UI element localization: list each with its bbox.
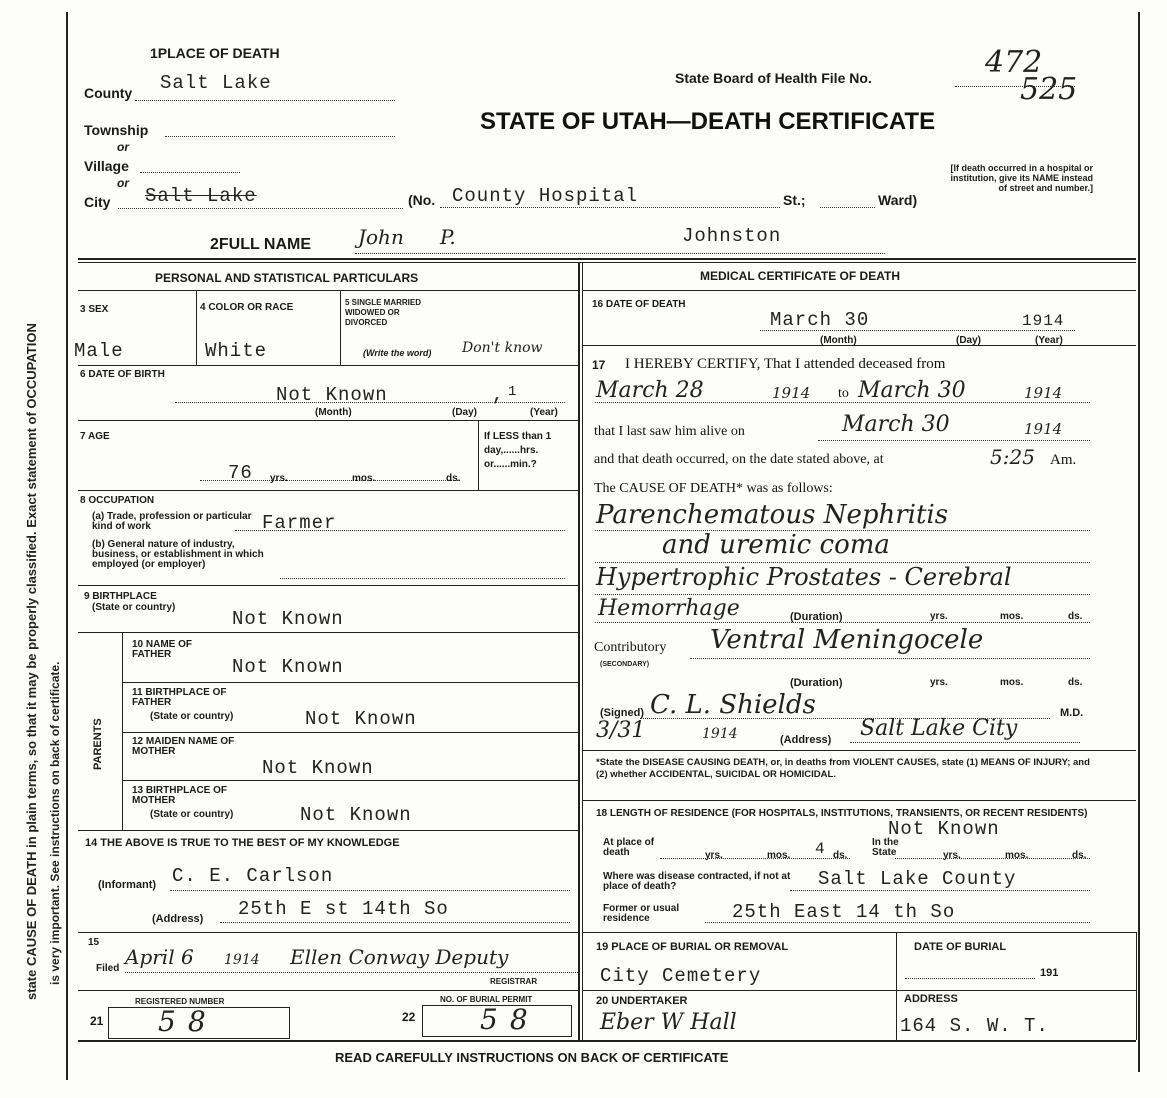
last-saw-year: 1914 <box>1024 420 1063 438</box>
father-bp-state: (State or country) <box>150 711 234 722</box>
cause-line-2: and uremic coma <box>662 530 890 560</box>
last-saw-date: March 30 <box>842 412 950 437</box>
attended-from: March 28 <box>596 378 704 403</box>
birthplace-value: Not Known <box>232 608 344 630</box>
to-label: to <box>838 386 849 401</box>
sex-value: Male <box>74 340 124 362</box>
true-label: 14 THE ABOVE IS TRUE TO THE BEST OF MY KNOWLEDGE <box>85 837 400 849</box>
res-ds: ds. <box>833 850 848 861</box>
dob-year-label: (Year) <box>530 407 558 418</box>
age-mos: mos. <box>352 473 376 484</box>
mother-bp-label: 13 BIRTHPLACE OF MOTHER <box>132 785 228 806</box>
dob-month-label: (Month) <box>315 407 352 418</box>
duration-yrs-2: yrs. <box>930 677 948 688</box>
mother-bp-state: (State or country) <box>150 809 234 820</box>
attended-to-year: 1914 <box>1024 384 1063 402</box>
hospital-note: [If death occurred in a hospital or institution, give its NAME instead of street and number.] <box>950 163 1093 193</box>
full-name-first: John <box>358 225 404 249</box>
cause-line-1: Parenchematous Nephritis <box>596 500 949 530</box>
reg-num-prefix: 21 <box>90 1014 104 1028</box>
at-place-label: At place of death <box>603 837 655 858</box>
dod-month-day: March 30 <box>770 309 870 331</box>
father-name-label: 10 NAME OF FATHER <box>132 639 193 660</box>
mother-bp-value: Not Known <box>300 804 412 826</box>
res-mos: mos. <box>767 850 791 861</box>
certify-text: I HEREBY CERTIFY, That I attended deceased from <box>625 356 946 372</box>
dob-one: 1 <box>508 384 518 400</box>
contracted-label: Where was disease contracted, if not at place of death? <box>603 871 791 892</box>
signed-date: 3/31 <box>596 718 646 743</box>
in-state-label: In the State <box>872 837 899 858</box>
less-than-note: If LESS than 1 day,......hrs. or......min.? <box>484 431 552 470</box>
sex-label: 3 SEX <box>80 304 109 315</box>
signed-label: (Signed) <box>600 707 644 719</box>
duration-ds-2: ds. <box>1068 677 1083 688</box>
undertaker-label: 20 UNDERTAKER <box>596 995 688 1007</box>
city-value: Salt Lake <box>145 185 257 207</box>
marital-value: Don't know <box>462 340 543 356</box>
certify-number: 17 <box>592 358 606 372</box>
county-value: Salt Lake <box>160 72 272 94</box>
state-yrs: yrs. <box>943 850 961 861</box>
or-label-1: or <box>117 140 129 154</box>
duration-mos-1: mos. <box>1000 611 1024 622</box>
residence-mos-value: 4 <box>815 840 826 858</box>
secondary-label: (SECONDARY) <box>600 661 650 668</box>
center-divider <box>578 262 580 1040</box>
residence-label: 18 LENGTH OF RESIDENCE (FOR HOSPITALS, INSTITUTIONS, TRANSIENTS, OR RECENT RESIDENTS) <box>596 808 1088 819</box>
former-value: 25th East 14 th So <box>732 901 956 923</box>
duration-mos-2: mos. <box>1000 677 1024 688</box>
occupation-a-label: (a) Trade, profession or particular kind of work <box>92 511 252 532</box>
birthplace-state-label: (State or country) <box>92 602 176 613</box>
dod-year-label: (Year) <box>1035 335 1063 346</box>
street-hospital-value: County Hospital <box>452 185 639 207</box>
father-bp-value: Not Known <box>305 708 417 730</box>
cause-instruction: *State the DISEASE CAUSING DEATH, or, in deaths from VIOLENT CAUSES, state (1) MEANS OF INJURY; and (2) whether ACCIDENTAL, SUICIDAL OR HOMICIDAL. <box>596 757 1090 780</box>
side-instruction-line2: is very important. See instructions on back of certificate. <box>48 661 62 985</box>
in-state-value: Not Known <box>888 818 1000 840</box>
filed-number: 15 <box>88 937 100 948</box>
mother-name-label: 12 MAIDEN NAME OF MOTHER <box>132 736 235 757</box>
certificate-title: STATE OF UTAH—DEATH CERTIFICATE <box>480 108 936 135</box>
state-mos: mos. <box>1005 850 1029 861</box>
burial-permit-prefix: 22 <box>402 1010 416 1024</box>
occurred-time: 5:25 <box>990 445 1035 469</box>
burial-place-label: 19 PLACE OF BURIAL OR REMOVAL <box>596 941 789 953</box>
undertaker-address-value: 164 S. W. T. <box>900 1015 1049 1037</box>
occurred-text: and that death occurred, on the date stated above, at <box>594 452 884 467</box>
reg-num-value: 58 <box>158 1005 218 1038</box>
undertaker-address-label: ADDRESS <box>904 993 958 1005</box>
contracted-value: Salt Lake County <box>818 868 1017 890</box>
burial-place-value: City Cemetery <box>600 965 762 987</box>
duration-ds-1: ds. <box>1068 611 1083 622</box>
registrar-label: REGISTRAR <box>490 977 538 986</box>
signed-year: 1914 <box>702 726 738 742</box>
age-label: 7 AGE <box>80 431 110 442</box>
ward-label: Ward) <box>878 192 918 208</box>
place-of-death-label: 1PLACE OF DEATH <box>150 45 280 61</box>
or-label-2: or <box>117 176 129 190</box>
file-no-value-2: 525 <box>1020 72 1078 107</box>
frame-right <box>1138 12 1140 1072</box>
duration-yrs-1: yrs. <box>930 611 948 622</box>
contributory-label: Contributory <box>594 640 667 655</box>
age-yrs: yrs. <box>270 473 288 484</box>
father-bp-label: 11 BIRTHPLACE OF FATHER <box>132 687 227 708</box>
dod-month-label: (Month) <box>820 335 857 346</box>
signed-value: C. L. Shields <box>650 690 816 720</box>
res-yrs: yrs. <box>705 850 723 861</box>
occupation-b-label: (b) General nature of industry, business, or establishment in which employed (or employer) <box>92 539 264 570</box>
personal-heading: PERSONAL AND STATISTICAL PARTICULARS <box>155 271 419 285</box>
age-value: 76 <box>228 462 253 484</box>
state-ds: ds. <box>1072 850 1087 861</box>
filed-label: Filed <box>96 963 120 974</box>
informant-address-value: 25th E st 14th So <box>238 898 449 920</box>
last-saw-text: that I last saw him alive on <box>594 424 745 439</box>
burial-permit-value: 58 <box>480 1003 540 1036</box>
reg-num-label: REGISTERED NUMBER <box>135 997 225 1006</box>
file-no-value-1: 472 <box>985 45 1043 80</box>
dod-year: 1914 <box>1022 312 1065 330</box>
occupation-label: 8 OCCUPATION <box>80 495 155 506</box>
duration-label-2: (Duration) <box>790 677 843 689</box>
md-label: M.D. <box>1060 707 1084 719</box>
frame-left <box>66 12 68 1080</box>
color-label: 4 COLOR OR RACE <box>200 302 294 313</box>
dob-value: Not Known <box>276 384 388 406</box>
file-no-label: State Board of Health File No. <box>675 70 872 86</box>
cause-text: The CAUSE OF DEATH* was as follows: <box>594 481 833 496</box>
mother-name-value: Not Known <box>262 757 374 779</box>
duration-label-1: (Duration) <box>790 611 843 623</box>
dod-label: 16 DATE OF DEATH <box>592 299 686 310</box>
birthplace-label: 9 BIRTHPLACE <box>84 591 157 602</box>
marital-label: 5 SINGLE MARRIED WIDOWED OR DIVORCED <box>345 298 422 327</box>
full-name-middle: P. <box>440 225 456 249</box>
registrar-signature: Ellen Conway Deputy <box>290 945 509 969</box>
medical-heading: MEDICAL CERTIFICATE OF DEATH <box>700 269 900 283</box>
attended-to: March 30 <box>858 378 966 403</box>
footer-instruction: READ CAREFULLY INSTRUCTIONS ON BACK OF CERTIFICATE <box>335 1050 729 1065</box>
full-name-last: Johnston <box>682 225 782 247</box>
filed-date: April 6 <box>125 945 194 969</box>
dob-label: 6 DATE OF BIRTH <box>80 369 165 380</box>
parents-label: PARENTS <box>92 718 104 770</box>
former-label: Former or usual residence <box>603 903 680 924</box>
signed-address: Salt Lake City <box>860 716 1018 741</box>
informant-value: C. E. Carlson <box>172 865 334 887</box>
cause-line-4: Hemorrhage <box>598 596 740 621</box>
attended-from-year: 1914 <box>772 384 811 402</box>
occurred-suffix: Am. <box>1050 452 1077 468</box>
no-label: (No. <box>408 192 436 208</box>
marital-write: (Write the word) <box>363 348 432 358</box>
filed-year: 1914 <box>224 952 260 968</box>
burial-permit-label: NO. OF BURIAL PERMIT <box>440 995 533 1004</box>
village-label: Village <box>84 158 129 174</box>
informant-address-label: (Address) <box>152 913 204 925</box>
side-instruction-line1: state CAUSE OF DEATH in plain terms, so that it may be properly classified. Exact statement of OCCUPATION <box>24 323 39 1000</box>
st-label: St.; <box>783 192 806 208</box>
county-label: County <box>84 85 133 101</box>
signed-address-label: (Address) <box>780 734 832 746</box>
full-name-label: 2FULL NAME <box>210 236 312 253</box>
color-value: White <box>205 340 268 362</box>
township-label: Township <box>84 122 149 138</box>
dod-day-label: (Day) <box>956 335 982 346</box>
city-label: City <box>84 194 111 210</box>
burial-date-label: DATE OF BURIAL <box>914 941 1007 953</box>
undertaker-value: Eber W Hall <box>600 1010 737 1035</box>
occupation-value: Farmer <box>262 512 337 534</box>
dob-day-label: (Day) <box>452 407 478 418</box>
father-name-value: Not Known <box>232 656 344 678</box>
age-ds: ds. <box>446 473 461 484</box>
informant-label: (Informant) <box>98 879 157 891</box>
dob-comma: , <box>492 384 505 406</box>
contributory-value: Ventral Meningocele <box>710 625 984 655</box>
cause-line-3: Hypertrophic Prostates - Cerebral <box>596 563 1012 591</box>
burial-year: 191 <box>1040 967 1059 979</box>
